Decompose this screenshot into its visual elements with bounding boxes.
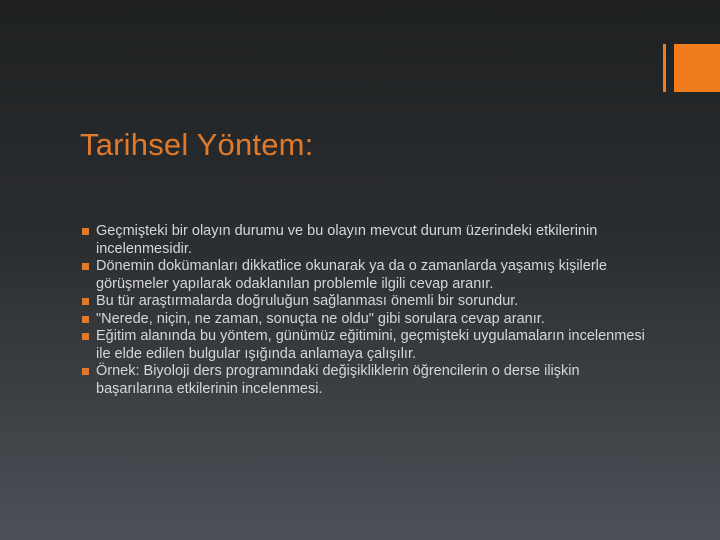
bullet-item bbox=[80, 293, 650, 311]
bullet-square-icon bbox=[82, 333, 89, 340]
bullet-text: Eğitim alanında bu yöntem, günümüz eğitimini, geçmişteki uygulamaların incelenmesi ile elde edilen bulgular ışığında anlamaya çalışılır. bbox=[96, 328, 645, 362]
bullet-square-icon bbox=[82, 263, 89, 270]
bullet-item bbox=[80, 311, 650, 329]
bullet-item bbox=[80, 223, 650, 258]
bullet-item bbox=[80, 258, 650, 293]
bullet-square-icon bbox=[82, 228, 89, 235]
accent-bar-thin bbox=[663, 44, 666, 92]
bullet-square-icon bbox=[82, 316, 89, 323]
bullet-text: Geçmişteki bir olayın durumu ve bu olayın mevcut durum üzerindeki etkilerinin incelenmesidir. bbox=[96, 223, 598, 257]
bullet-text: Dönemin dokümanları dikkatlice okunarak ya da o zamanlarda yaşamış kişilerle görüşmeler yapılarak odaklanılan problemle ilgili cevap aranır. bbox=[96, 258, 607, 292]
bullet-list bbox=[80, 223, 650, 398]
bullet-item bbox=[80, 328, 650, 363]
bullet-text: "Nerede, niçin, ne zaman, sonuçta ne oldu" gibi sorulara cevap aranır. bbox=[96, 310, 545, 327]
bullet-square-icon bbox=[82, 298, 89, 305]
accent-block bbox=[674, 44, 720, 92]
bullet-text: Örnek: Biyoloji ders programındaki değişikliklerin öğrencilerin o derse ilişkin başarılarına etkilerinin incelenmesi. bbox=[96, 363, 580, 397]
bullet-square-icon bbox=[82, 368, 89, 375]
slide-title: Tarihsel Yöntem: bbox=[80, 127, 314, 162]
bullet-item bbox=[80, 363, 650, 398]
bullet-text: Bu tür araştırmalarda doğruluğun sağlanması önemli bir sorundur. bbox=[96, 293, 519, 309]
